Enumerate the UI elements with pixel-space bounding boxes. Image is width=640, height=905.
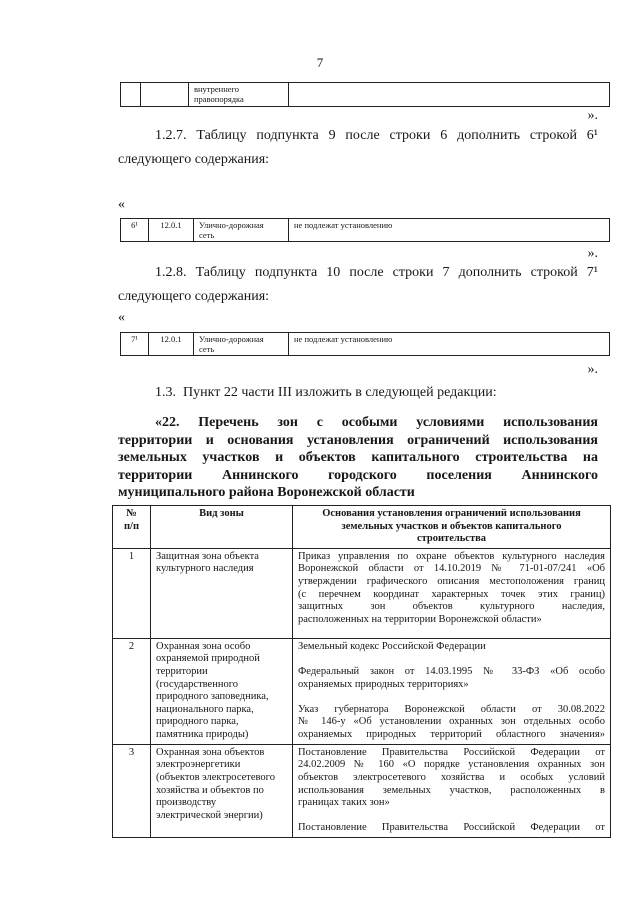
empty-cell: [289, 83, 610, 107]
basis-cell: [293, 638, 611, 744]
closing-quote: ».: [587, 246, 598, 261]
header-line: №: [126, 508, 137, 519]
cell-line: территории: [156, 665, 208, 677]
code-cell: 12.0.1: [149, 333, 194, 356]
paragraph-1-3: 1.3. Пункт 22 части III изложить в следующей редакции:: [155, 385, 497, 400]
closing-quote: ».: [587, 108, 598, 123]
table-row-7-1: [120, 332, 610, 356]
zone-name-cell: [194, 333, 289, 356]
cell-line: Защитная зона объекта: [156, 550, 259, 562]
cell-line: 24.02.2009 № 160 «О порядке установления охранных зон: [298, 759, 605, 771]
basis-paragraph: [298, 704, 605, 742]
heading-line: территории и основания установления ограничений использования: [118, 432, 598, 448]
table-fragment-top: [120, 82, 610, 107]
cell-line: Федеральный закон от 14.03.1995 № 33-ФЗ «Об особо: [298, 665, 605, 677]
header-line: строительства: [416, 533, 487, 545]
basis-cell: [293, 548, 611, 638]
cell-line: расположенных на территории Воронежской области»: [298, 613, 542, 625]
cell-line: Постановление Правительства Российской Федерации от: [298, 822, 605, 834]
paragraph-1-2-7-line-1: 1.2.7. Таблицу подпункта 9 после строки 6 дополнить строкой 6¹: [155, 128, 598, 143]
cell-line: (государственного: [156, 678, 239, 690]
paragraph-1-2-8-line-2: следующего содержания:: [118, 289, 270, 304]
cell-line: (с перечнем координат характерных точек этих границ): [298, 588, 605, 600]
table-row-6-1: [120, 218, 610, 242]
basis-paragraph: [298, 551, 605, 627]
header-basis: [293, 506, 611, 549]
opening-quote: «: [118, 310, 125, 325]
zone-name-cell: [151, 638, 293, 744]
code-cell: 12.0.1: [149, 219, 194, 242]
table-row: [113, 744, 611, 837]
paragraph-1-2-7-line-2: следующего содержания:: [118, 152, 270, 167]
restriction-cell: не подлежат установлению: [289, 219, 610, 242]
row-number-cell: 7¹: [121, 333, 149, 356]
row-number-cell: 2: [113, 638, 151, 744]
table-row: [113, 638, 611, 744]
zone-name-cell: [189, 83, 289, 107]
cell-line: природного парка,: [156, 716, 239, 728]
basis-cell: [293, 744, 611, 837]
row-number-cell: 6¹: [121, 219, 149, 242]
heading-line: территории Аннинского городского поселения Аннинского: [118, 467, 598, 483]
opening-quote: «: [118, 197, 125, 212]
header-line: п/п: [123, 520, 140, 532]
zone-name-cell: [194, 219, 289, 242]
cell-line: Улично-дорожная: [199, 220, 264, 230]
table-row: [121, 333, 610, 356]
cell-line: памятника природы): [156, 728, 249, 740]
cell-line: внутреннего: [194, 84, 240, 94]
cell-line: сеть: [199, 344, 215, 354]
cell-line: № 146-у «Об установлении охранных зон отдельных особо: [298, 716, 605, 728]
cell-line: Указ губернатора Воронежской области от 30.08.2022: [298, 703, 605, 715]
row-number-cell: 1: [113, 548, 151, 638]
cell-line: электрической энергии): [156, 809, 263, 821]
table-row: [121, 219, 610, 242]
zones-table: [112, 505, 611, 838]
cell-line: национального парка,: [156, 703, 254, 715]
row-number-cell: 3: [113, 744, 151, 837]
heading-line: «22. Перечень зон с особыми условиями использования: [155, 415, 598, 430]
cell-line: защитных зон объектов культурного наследия,: [298, 601, 605, 613]
cell-line: Постановление Правительства Российской Федерации от: [298, 746, 605, 758]
page-number: 7: [316, 55, 324, 70]
cell-line: Охранная зона объектов: [156, 746, 265, 758]
cell-line: охраняемых природных территориях»: [298, 678, 469, 690]
cell-line: электроэнергетики: [156, 759, 241, 771]
cell-line: границах таких зон»: [298, 797, 390, 809]
zone-name-cell: [151, 548, 293, 638]
table-row: [113, 548, 611, 638]
table-header-row: [113, 506, 611, 549]
cell-line: Земельный кодекс Российской Федерации: [298, 640, 486, 652]
basis-paragraph: [298, 641, 605, 654]
cell-line: охраняемых природных территорий областного значения»: [298, 728, 605, 740]
cell-line: сеть: [199, 230, 215, 240]
cell-line: утверждении графического описания местоположения границ: [298, 575, 605, 587]
cell-line: использования земельных участков, расположенных в: [298, 784, 605, 796]
table-row: [121, 83, 610, 107]
paragraph-1-2-8-line-1: 1.2.8. Таблицу подпункта 10 после строки 7 дополнить строкой 7¹: [155, 265, 598, 280]
header-line: Основания установления ограничений использования: [322, 508, 581, 519]
heading-line: земельных участков и объектов капитального строительства на: [118, 450, 598, 465]
basis-paragraph: [298, 666, 605, 691]
cell-line: правопорядка: [194, 94, 244, 104]
header-number: [113, 506, 151, 549]
basis-paragraph: [298, 747, 605, 810]
cell-line: Воронежской области от 14.10.2019 № 71-01-07/241 «Об: [298, 563, 605, 575]
empty-cell: [141, 83, 189, 107]
cell-line: природного заповедника,: [156, 691, 269, 703]
restriction-cell: не подлежат установлению: [289, 333, 610, 356]
basis-paragraph: [298, 822, 605, 835]
empty-cell: [121, 83, 141, 107]
header-zone-type: Вид зоны: [151, 506, 293, 549]
closing-quote: ».: [587, 362, 598, 377]
cell-line: Охранная зона особо: [156, 640, 251, 652]
zone-name-cell: [151, 744, 293, 837]
cell-line: культурного наследия: [156, 563, 254, 575]
cell-line: производству: [156, 797, 217, 809]
cell-line: Улично-дорожная: [199, 334, 264, 344]
cell-line: (объектов электросетевого: [156, 771, 275, 783]
cell-line: охраняемой природной: [156, 653, 260, 665]
section-heading-22: [118, 414, 598, 502]
heading-line: муниципального района Воронежской области: [118, 485, 415, 500]
cell-line: объектов электросетевого хозяйства и особых условий: [298, 771, 605, 783]
cell-line: хозяйства и объектов по: [156, 784, 264, 796]
cell-line: Приказ управления по охране объектов культурного наследия: [298, 550, 605, 562]
header-line: земельных участков и объектов капитального: [341, 520, 562, 532]
